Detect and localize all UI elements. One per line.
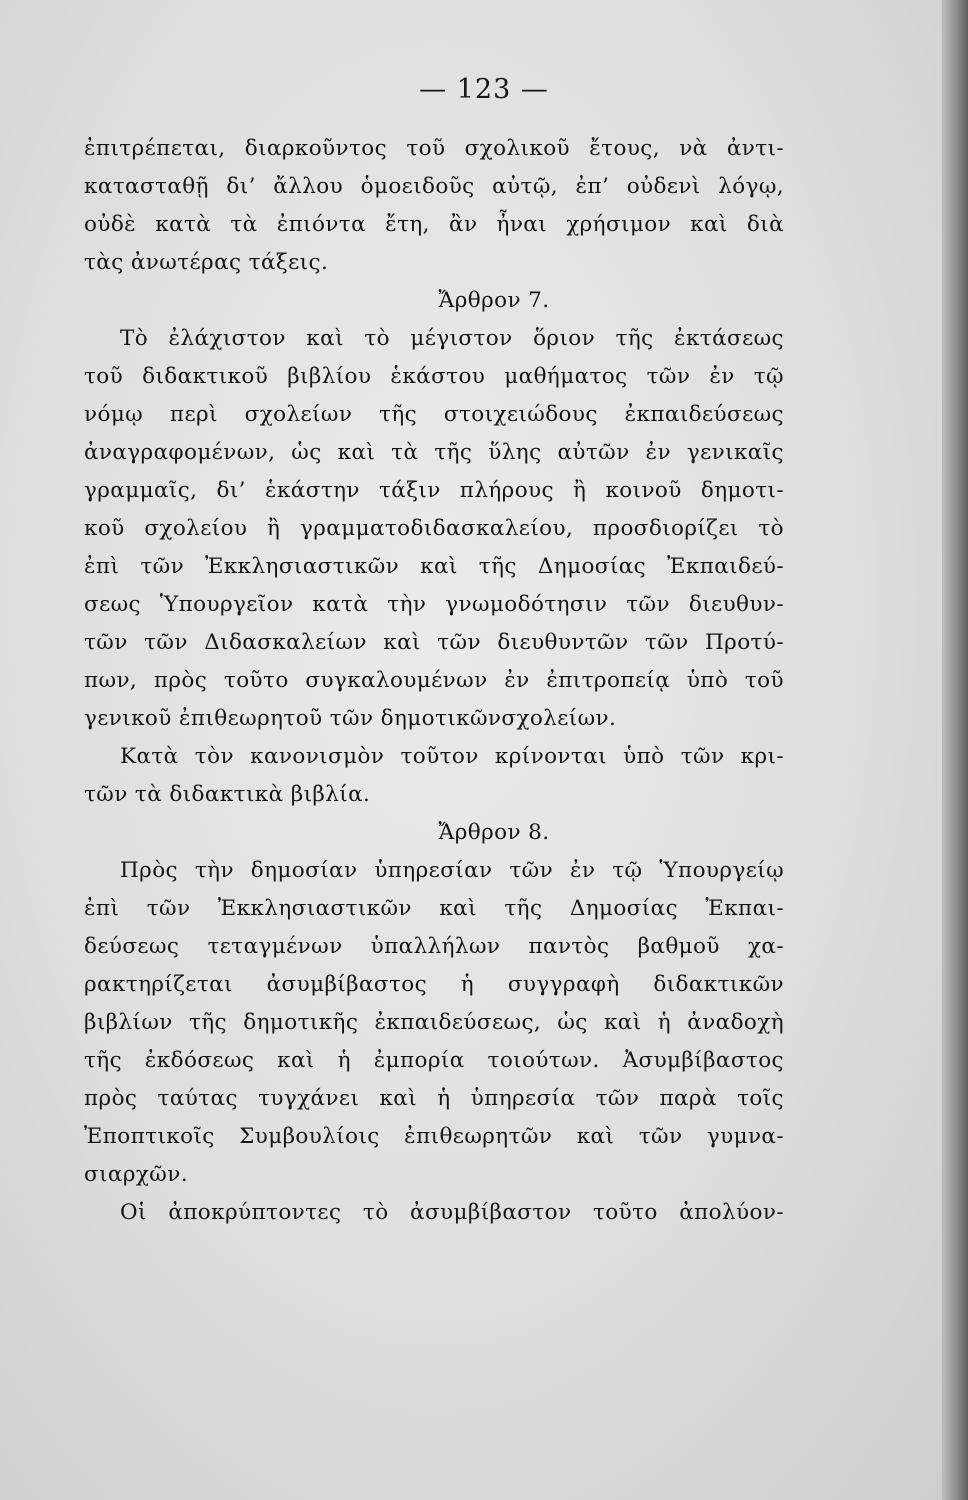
text-line: κοῦ σχολείου ἢ γραμματοδιδασκαλείου, προσδιορίζει τὸ xyxy=(84,516,784,541)
page-number: — 123 — xyxy=(419,74,549,105)
text-line: ἐπὶ τῶν Ἐκκλησιαστικῶν καὶ τῆς Δημοσίας Ἐκπαιδεύ- xyxy=(84,554,784,579)
article-heading: Ἄρθρον 7. xyxy=(438,288,550,313)
text-line: πρὸς ταύτας τυγχάνει καὶ ἡ ὑπηρεσία τῶν παρὰ τοῖς xyxy=(84,1086,784,1111)
text-line: τῶν τὰ διδακτικὰ βιβλία. xyxy=(84,782,371,807)
text-line: βιβλίων τῆς δημοτικῆς ἐκπαιδεύσεως, ὡς καὶ ἡ ἀναδοχὴ xyxy=(84,1010,784,1035)
text-line: Ἐποπτικοῖς Συμβουλίοις ἐπιθεωρητῶν καὶ τῶν γυμνα- xyxy=(84,1124,784,1149)
text-line: ἐπιτρέπεται, διαρκοῦντος τοῦ σχολικοῦ ἔτους, νὰ ἀντι- xyxy=(84,136,784,161)
text-line: τῆς ἐκδόσεως καὶ ἡ ἐμπορία τοιούτων. Ἀσυμβίβαστος xyxy=(84,1048,784,1073)
text-line: Κατὰ τὸν κανονισμὸν τοῦτον κρίνονται ὑπὸ τῶν κρι- xyxy=(120,744,784,769)
text-line: οὐδὲ κατὰ τὰ ἐπιόντα ἔτη, ἂν ἦναι χρήσιμον καὶ διὰ xyxy=(84,212,784,237)
text-line: δεύσεως τεταγμένων ὑπαλλήλων παντὸς βαθμοῦ χα- xyxy=(84,934,784,959)
text-line: γενικοῦ ἐπιθεωρητοῦ τῶν δημοτικῶνσχολείων. xyxy=(84,706,617,731)
text-line: πων, πρὸς τοῦτο συγκαλουμένων ἐν ἐπιτροπείᾳ ὑπὸ τοῦ xyxy=(84,668,784,693)
text-line: νόμῳ περὶ σχολείων τῆς στοιχειώδους ἐκπαιδεύσεως xyxy=(84,402,784,427)
text-line: γραμμαῖς, δι’ ἑκάστην τάξιν πλήρους ἢ κοινοῦ δημοτι- xyxy=(84,478,784,503)
text-line: κατασταθῇ δι’ ἄλλου ὁμοειδοῦς αὐτῷ, ἐπ’ οὐδενὶ λόγῳ, xyxy=(84,174,784,199)
text-line: Πρὸς τὴν δημοσίαν ὑπηρεσίαν τῶν ἐν τῷ Ὑπουργείῳ xyxy=(120,858,784,883)
text-line: τῶν τῶν Διδασκαλείων καὶ τῶν διευθυντῶν τῶν Προτύ- xyxy=(84,630,784,655)
text-line: ἐπὶ τῶν Ἐκκλησιαστικῶν καὶ τῆς Δημοσίας Ἐκπαι- xyxy=(84,896,784,921)
text-line: Οἱ ἀποκρύπτοντες τὸ ἀσυμβίβαστον τοῦτο ἀπολύον- xyxy=(120,1200,784,1225)
text-line: σιαρχῶν. xyxy=(84,1162,188,1187)
text-line: ἀναγραφομένων, ὡς καὶ τὰ τῆς ὕλης αὐτῶν ἐν γενικαῖς xyxy=(84,440,784,465)
text-line: Τὸ ἐλάχιστον καὶ τὸ μέγιστον ὅριον τῆς ἐκτάσεως xyxy=(120,326,784,351)
text-line: ρακτηρίζεται ἀσυμβίβαστος ἡ συγγραφὴ διδακτικῶν xyxy=(84,972,784,997)
page-edge-shadow xyxy=(942,0,968,1500)
body-text xyxy=(84,130,784,1232)
text-line: τὰς ἀνωτέρας τάξεις. xyxy=(84,250,329,275)
text-line: τοῦ διδακτικοῦ βιβλίου ἑκάστου μαθήματος τῶν ἐν τῷ xyxy=(84,364,784,389)
text-line: σεως Ὑπουργεῖον κατὰ τὴν γνωμοδότησιν τῶν διευθυν- xyxy=(84,592,784,617)
article-heading: Ἄρθρον 8. xyxy=(438,820,550,845)
